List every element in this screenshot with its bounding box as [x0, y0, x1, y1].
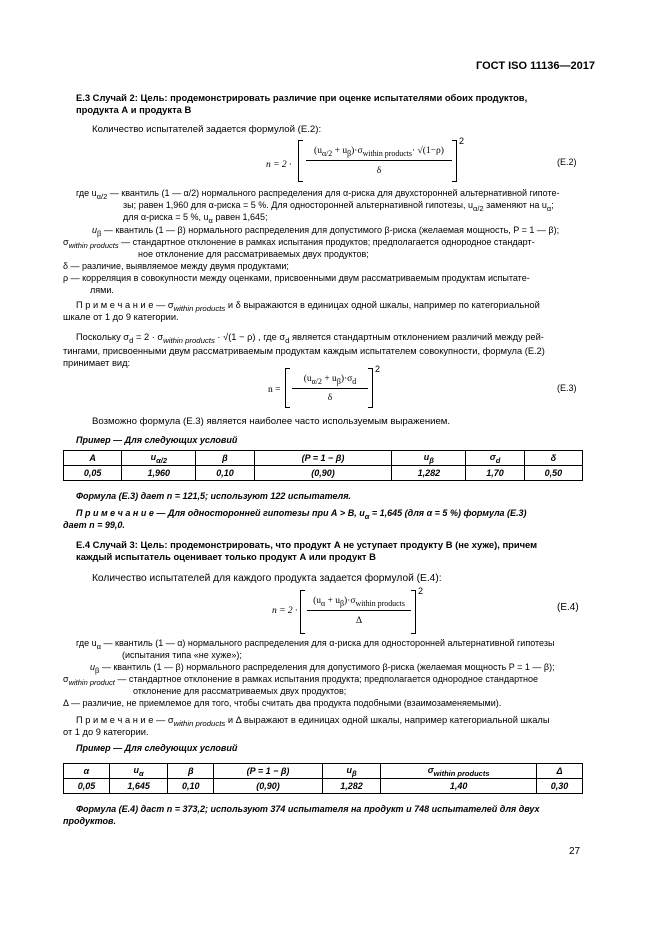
section-e3-heading-line1: Е.3 Случай 2: Цель: продемонстрировать различие при оценке испытателями обоих продуктов,	[76, 92, 528, 103]
e3-table-header-cell: $u_\beta$	[392, 451, 466, 466]
e3-left-bracket	[285, 368, 290, 408]
e4-result-line2: продуктов.	[63, 816, 116, 826]
e2-lhs: n = 2 ·	[266, 160, 292, 170]
e3-table-value-cell: 0,50	[524, 466, 582, 481]
e3-example-title: Пример — Для следующих условий	[76, 435, 238, 445]
e4-result-line1: Формула (Е.4) даст n = 373,2; используют 374 испытателя на продукт и 748 испытателей для двух	[76, 804, 540, 814]
e3-table-value-cell: 1,960	[122, 466, 196, 481]
e4-exponent: 2	[418, 586, 424, 596]
e2-numerator: $(u_{\alpha/2} + u_\beta)\cdot\sigma_{within products}\cdot √(1-\rho)$	[306, 146, 452, 161]
e4-table-header-cell: (P = 1 − β)	[214, 764, 323, 779]
e2-right-bracket	[452, 140, 457, 182]
e4-table-header-cell: $u_\beta$	[322, 764, 380, 779]
e3-def-delta: δ — различие, выявляемое между двумя продуктами;	[63, 261, 289, 271]
e4-def-u-alpha: где $u_\alpha$ — квантиль (1 — α) нормального распределения для α-риска для односторонней альтернативной гипотезы	[76, 638, 555, 651]
e4-table-header-cell: Δ	[537, 764, 583, 779]
e3-def-u-alpha2: где $u_{\alpha/2}$ — квантиль (1 — α/2) нормального распределения для α-риска для двухсторонней альтернативной гипоте-	[76, 188, 560, 201]
section-e4-heading-line1: Е.4 Случай 3: Цель: продемонстрировать, что продукт А не уступает продукту В (не хуже), причем	[76, 539, 538, 550]
e3-table-header-cell: β	[196, 451, 254, 466]
section-e3-heading-line2: продукта А и продукта В	[76, 104, 192, 115]
e4-table-value-cell: 0,10	[168, 779, 214, 794]
e4-table-value-cell: 0,05	[64, 779, 110, 794]
e4-equation-number: (Е.4)	[557, 602, 579, 613]
e4-left-bracket	[300, 590, 305, 634]
e2-left-bracket	[298, 140, 303, 182]
e4-def-u-beta: $u_\beta$ — квантиль (1 — β) нормального распределения для допустимого β-риска (желаемая мощность P = 1 — β);	[90, 662, 555, 675]
e4-table-header-cell: $\sigma_{within products}$	[381, 764, 537, 779]
e3-table-value-cell: 1,282	[392, 466, 466, 481]
e3-table-header-cell: δ	[524, 451, 582, 466]
section-e4-heading-line2: каждый испытатель оценивает только продукт А или продукт В	[76, 551, 376, 562]
e3-table-value-cell: 1,70	[466, 466, 524, 481]
e4-table-value-cell: (0,90)	[214, 779, 323, 794]
e4-example-title: Пример — Для следующих условий	[76, 743, 238, 753]
e3-def-u-alpha2-cont2: для α-риска = 5 %, $u_\alpha$ равен 1,645;	[123, 212, 268, 225]
e3-possible-text: Возможно формула (Е.3) является наиболее часто используемым выражением.	[92, 416, 451, 427]
e3-example-table	[63, 450, 583, 481]
e4-note-cont: от 1 до 9 категории.	[63, 727, 149, 737]
e4-table-value-cell: 1,282	[322, 779, 380, 794]
e4-table-value-cell: 1,40	[381, 779, 537, 794]
e3-note2: П р и м е ч а н и е — Для односторонней гипотезы при А > В, $u_\alpha = 1,645$ (для α = 5 %) формула (Е.3)	[76, 508, 527, 521]
e4-def-sigma: $\sigma_{within product}$ — стандартное отклонение в рамках испытания продукта; предполагается однородное стандартное	[63, 674, 539, 687]
e3-table-header-cell: A	[64, 451, 122, 466]
e4-table-value-cell: 0,30	[537, 779, 583, 794]
e3-result: Формула (Е.3) дает n = 121,5; используют 122 испытателя.	[76, 491, 351, 501]
e3-def-sigma-cont: ное отклонение для рассматриваемых двух продуктов;	[138, 249, 369, 259]
e3-note2-cont: дает n = 99,0.	[63, 520, 125, 530]
e4-table-header-cell: $u_\alpha$	[109, 764, 167, 779]
e3-def-u-alpha2-cont1: зы; равен 1,960 для α-риска = 5 %. Для односторонней альтернативной гипотезы, $u_{\alpha/2}$ заменяют на $u_\alpha$;	[123, 200, 554, 213]
e4-example-table	[63, 763, 583, 794]
e3-since-line3: принимает вид:	[63, 358, 131, 368]
e3-table-value-cell: (0,90)	[254, 466, 392, 481]
e2-equation-number: (Е.2)	[557, 157, 577, 167]
e4-def-sigma-cont: отклонение для рассматриваемых двух продуктов;	[133, 686, 347, 696]
e3-def-rho: ρ — корреляция в совокупности между оценками, присвоенными двум рассматриваемым продуктам испытате-	[63, 273, 530, 283]
e2-denominator: δ	[376, 166, 382, 176]
e3-note-cont: шкале от 1 до 9 категории.	[63, 312, 179, 322]
e3-def-u-beta: $u_\beta$ — квантиль (1 — β) нормального распределения для допустимого β-риска (желаемая мощность, P = 1 — β);	[92, 225, 560, 238]
e3-table-value-cell: 0,10	[196, 466, 254, 481]
e4-table-value-cell: 1,645	[109, 779, 167, 794]
document-standard-number: ГОСТ ISO 11136—2017	[476, 60, 595, 72]
e3-table-header-cell: $\sigma_d$	[466, 451, 524, 466]
e3-table-header-cell: (P = 1 − β)	[254, 451, 392, 466]
e3-table-header-cell: $u_{\alpha/2}$	[122, 451, 196, 466]
e3-numerator: $(u_{\alpha/2} + u_\beta)\cdot\sigma_d$	[292, 374, 368, 389]
e3-def-rho-cont: лями.	[90, 285, 114, 295]
e4-denominator: Δ	[355, 616, 363, 626]
e3-denominator: δ	[327, 393, 333, 403]
e3-lhs: n =	[268, 385, 281, 395]
e3-note: П р и м е ч а н и е — $\sigma_{within products}$ и δ выражаются в единицах одной шкалы, например по категориальной	[76, 300, 540, 313]
e3-since-line2: тингами, присвоенными двум рассматриваемым продуктам каждым испытателем совокупности, формула (Е.2)	[63, 346, 545, 356]
e4-right-bracket	[411, 590, 416, 634]
e2-exponent: 2	[459, 136, 465, 146]
e4-lhs: n = 2 ·	[272, 606, 298, 616]
e4-numerator: $(u_\alpha + u_\beta)\cdot\sigma_{within products}$	[307, 596, 411, 611]
e4-table-header-cell: β	[168, 764, 214, 779]
e4-note: П р и м е ч а н и е — $\sigma_{within products}$ и Δ выражают в единицах одной шкалы, например категориальной шкалы	[76, 715, 550, 728]
e4-def-delta: Δ — различие, не приемлемое для того, чтобы считать два продукта подобными (взаимозаменяемыми).	[63, 698, 502, 708]
e4-def-u-alpha-cont: (испытания типа «не хуже»);	[122, 650, 242, 660]
e3-intro-text: Количество испытателей задается формулой (Е.2):	[92, 124, 322, 135]
e3-right-bracket	[368, 368, 373, 408]
e3-since-line1: Поскольку $\sigma_d = 2 \cdot \sigma_{within products} \cdot √(1 - \rho)$ , где $\sigma_d$ является стандартным отклонением различий между рей-	[76, 332, 544, 345]
e3-exponent: 2	[375, 364, 381, 374]
e3-equation-number: (Е.3)	[557, 383, 577, 393]
e4-table-header-cell: α	[64, 764, 110, 779]
e3-def-sigma: $\sigma_{within products}$ — стандартное отклонение в рамках испытания продуктов; предполагается однородное стандарт-	[63, 237, 535, 250]
page-number: 27	[569, 846, 581, 857]
e3-table-value-cell: 0,05	[64, 466, 122, 481]
e4-intro-text: Количество испытателей для каждого продукта задается формулой (Е.4):	[92, 573, 442, 584]
